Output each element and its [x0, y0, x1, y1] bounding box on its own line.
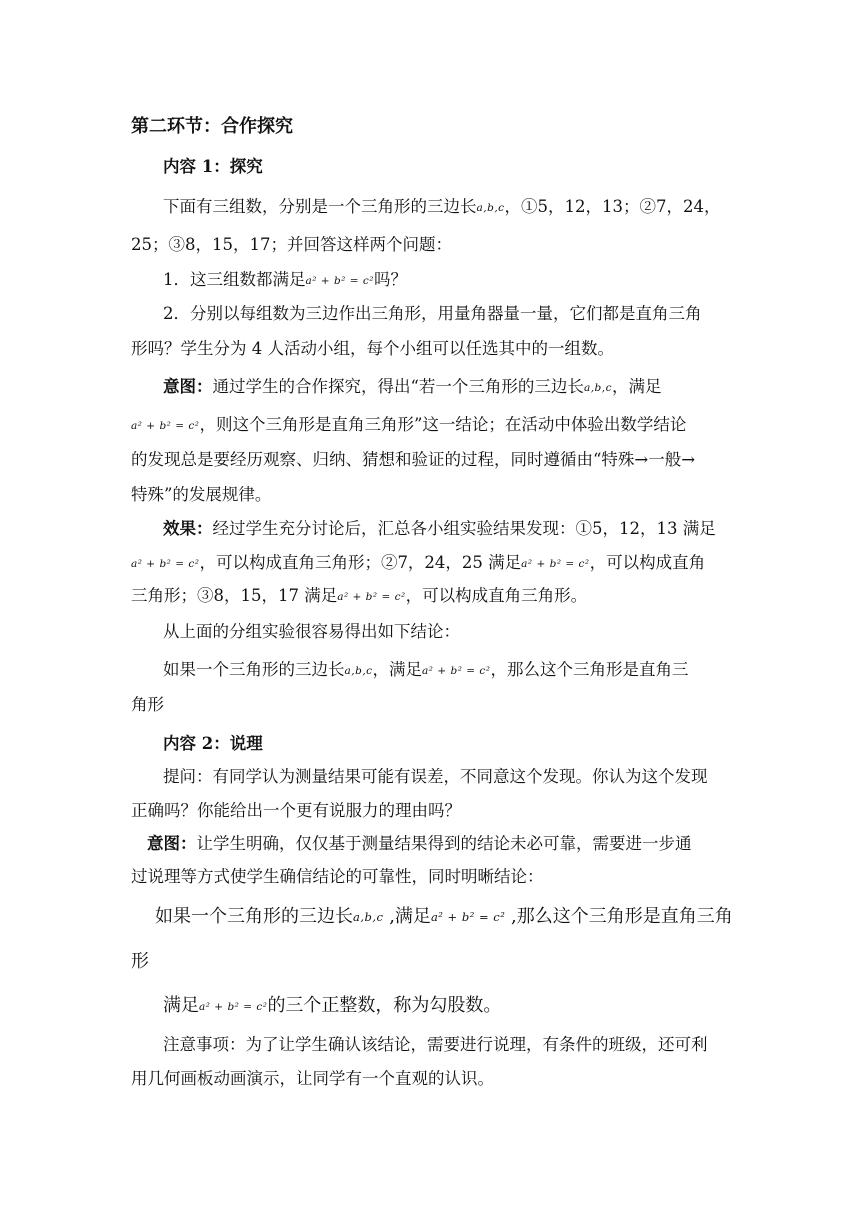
- intent-1-line-2: [131, 413, 686, 438]
- math-equation: a² + b² = c²: [131, 420, 200, 432]
- intent-1-line-1: [163, 375, 661, 400]
- theorem-line-1: [155, 905, 733, 929]
- math-equation: a² + b² = c²: [337, 591, 406, 603]
- text-run: 意图：: [163, 377, 213, 396]
- question-2-line-2: 形吗？学生分为 4 人活动小组，每个小组可以任选其中的一组数。: [131, 339, 614, 358]
- text-run: 效果：: [163, 519, 213, 538]
- math-equation: a² + b² = c²: [199, 1001, 268, 1013]
- conclusion-line-1: [163, 658, 688, 683]
- intent-1-line-4: 特殊”的发展规律。: [131, 485, 272, 504]
- math-sides: a,b,c: [353, 910, 384, 924]
- intent-2-line-1: [147, 832, 692, 856]
- math-equation: a² + b² = c²: [521, 558, 590, 570]
- question-prompt-line-2: 正确吗？你能给出一个更有说服力的理由吗？: [131, 801, 461, 820]
- text-run: ，①5，12，13；②7，24，: [504, 197, 721, 216]
- paragraph-intro-line-1: [163, 195, 721, 220]
- effect-line-3: [131, 584, 587, 609]
- text-run: ，可以构成直角三角形；②7，24，25 满足: [199, 553, 522, 572]
- math-equation: a² + b² = c²: [422, 665, 491, 677]
- text-run: 吗？: [373, 270, 407, 289]
- text-run: ,满足: [383, 906, 431, 927]
- text-run: ，可以构成直角三角形。: [405, 586, 588, 605]
- text-run: 的三个正整数，称为勾股数。: [267, 995, 502, 1016]
- text-run: ，可以构成直角: [589, 553, 706, 572]
- question-prompt-line-1: 提问：有同学认为测量结果可能有误差，不同意这个发现。你认为这个发现: [163, 767, 708, 786]
- intent-1-line-3: 的发现总是要经历观察、归纳、猜想和验证的过程，同时遵循由“特殊→一般→: [131, 450, 696, 469]
- math-equation: a² + b² = c²: [430, 910, 506, 924]
- section-title: 第二环节：合作探究: [131, 116, 293, 137]
- text-run: ，则这个三角形是直角三角形”这一结论；在活动中体验出数学结论: [199, 415, 687, 434]
- text-run: 下面有三组数，分别是一个三角形的三边长: [163, 197, 477, 216]
- effect-line-2: [131, 551, 705, 576]
- text-run: 满足: [163, 995, 199, 1016]
- text-run: 如果一个三角形的三边长: [155, 906, 353, 927]
- conclusion-intro: 从上面的分组实验很容易得出如下结论：: [163, 622, 460, 641]
- text-run: 意图：: [147, 834, 197, 853]
- effect-line-1: [163, 517, 716, 541]
- pythagorean-triples-definition: [163, 994, 501, 1019]
- intent-2-line-2: 过说理等方式使学生确信结论的可靠性，同时明晰结论：: [131, 867, 544, 886]
- text-run: 让学生明确，仅仅基于测量结果得到的结论未必可靠，需要进一步通: [196, 834, 692, 853]
- conclusion-line-2: 角形: [131, 695, 164, 714]
- text-run: ，那么这个三角形是直角三: [490, 660, 689, 679]
- math-equation: a² + b² = c²: [305, 275, 374, 287]
- text-run: ,那么这个三角形是直角三角: [505, 906, 733, 927]
- paragraph-intro-line-2: 25；③8，15，17；并回答这样两个问题：: [131, 235, 452, 254]
- theorem-line-2: 形: [131, 951, 149, 972]
- question-1: [163, 268, 407, 293]
- text-run: ，满足: [611, 377, 662, 396]
- text-run: ，满足: [372, 660, 423, 679]
- math-sides: a,b,c: [476, 202, 505, 214]
- text-run: 经过学生充分讨论后，汇总各小组实验结果发现：①5，12，13 满足: [212, 519, 716, 538]
- content-2-heading: 内容 2：说理: [163, 734, 263, 753]
- text-run: 通过学生的合作探究，得出“若一个三角形的三边长: [212, 377, 584, 396]
- note-line-1: 注意事项：为了让学生确认该结论，需要进行说理，有条件的班级，还可利: [163, 1035, 708, 1054]
- math-equation: a² + b² = c²: [131, 558, 200, 570]
- note-line-2: 用几何画板动画演示，让同学有一个直观的认识。: [131, 1069, 494, 1088]
- text-run: 1．这三组数都满足: [163, 270, 306, 289]
- text-run: 三角形；③8，15，17 满足: [131, 586, 338, 605]
- math-sides: a,b,c: [583, 382, 612, 394]
- question-2-line-1: 2．分别以每组数为三边作出三角形，用量角器量一量，它们都是直角三角: [163, 304, 702, 323]
- content-1-heading: 内容 1：探究: [163, 157, 263, 176]
- text-run: 如果一个三角形的三边长: [163, 660, 345, 679]
- math-sides: a,b,c: [344, 665, 373, 677]
